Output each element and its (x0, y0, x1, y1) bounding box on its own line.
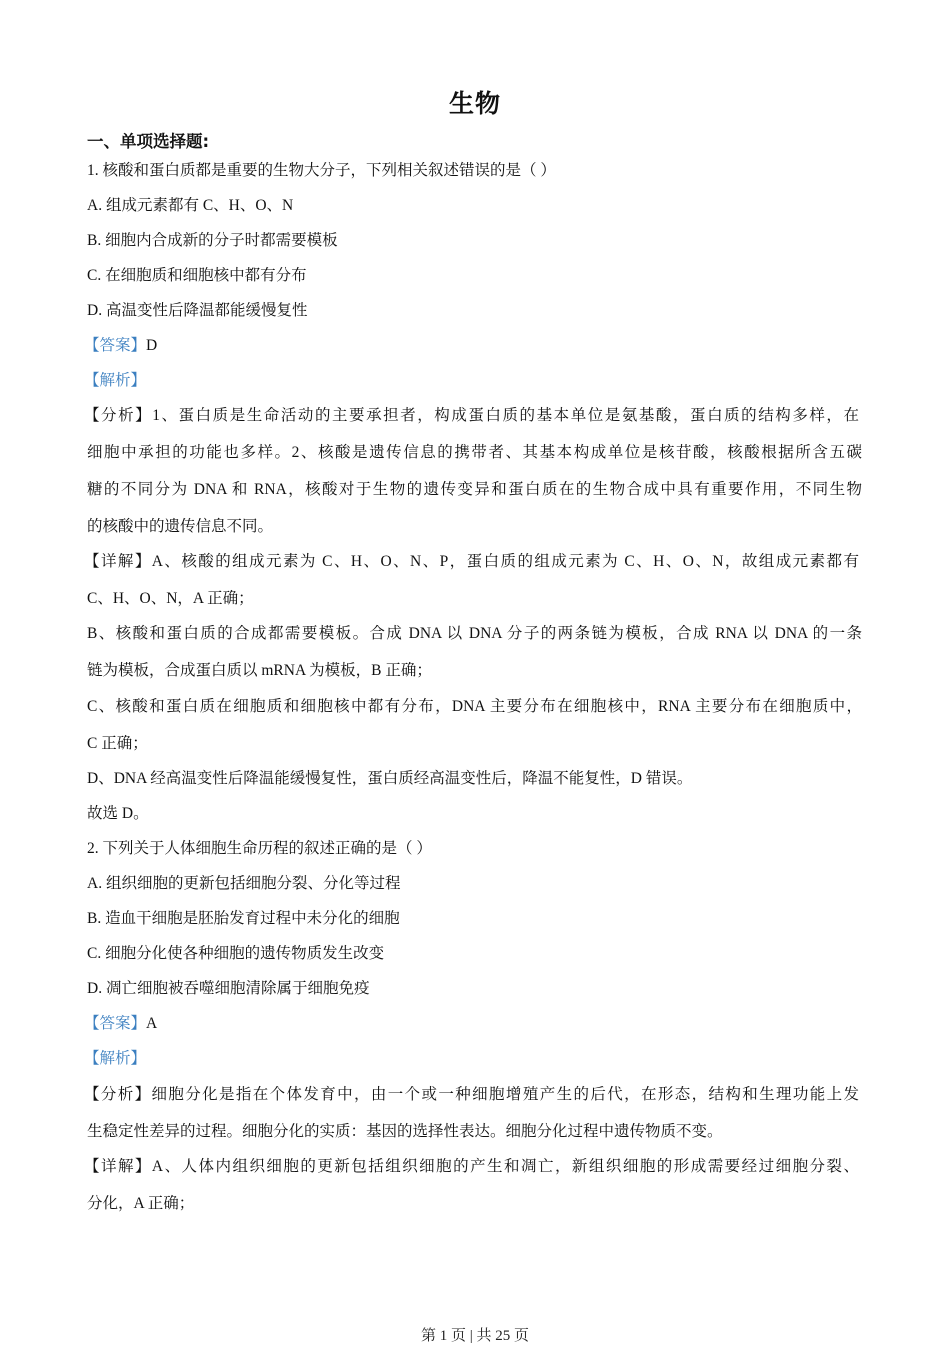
question-2-option-d: D. 凋亡细胞被吞噬细胞清除属于细胞免疫 (87, 980, 370, 997)
question-2-option-b: B. 造血干细胞是胚胎发育过程中未分化的细胞 (87, 910, 400, 927)
question-2-xiangjie-line-1: 【详解】A、人体内组织细胞的更新包括组织细胞的产生和凋亡，新组织细胞的形成需要经过细胞分裂、 (84, 1158, 859, 1175)
question-2-option-c: C. 细胞分化使各种细胞的遗传物质发生改变 (87, 945, 385, 962)
question-1-answer (84, 336, 864, 356)
question-1-stem: 1. 核酸和蛋白质都是重要的生物大分子，下列相关叙述错误的是（ ） (87, 162, 556, 179)
answer-value: D (146, 337, 158, 354)
question-1-xiangjie-line-2: C、H、O、N，A 正确； (87, 590, 254, 607)
question-1-conclusion: 故选 D。 (87, 805, 149, 822)
question-1-fenxi-line-3: 糖的不同分为 DNA 和 RNA，核酸对于生物的遗传变异和蛋白质在的生物合成中具有重要作用，不同生物 (87, 481, 862, 498)
answer-label: 【答案】 (84, 1015, 147, 1032)
question-1-analysis-label: 【解析】 (84, 372, 147, 389)
page-title: 生物 (448, 89, 501, 118)
question-2-analysis-label: 【解析】 (84, 1050, 147, 1067)
question-1-xiangjie-line-7: D、DNA 经高温变性后降温能缓慢复性，蛋白质经高温变性后，降温不能复性，D 错误。 (87, 770, 693, 787)
question-1-fenxi-line-1: 【分析】1、蛋白质是生命活动的主要承担者，构成蛋白质的基本单位是氨基酸，蛋白质的结构多样，在 (84, 407, 859, 424)
question-1-option-a: A. 组成元素都有 C、H、O、N (87, 197, 294, 214)
section-heading: 一、单项选择题: (87, 132, 210, 151)
question-1-option-c: C. 在细胞质和细胞核中都有分布 (87, 267, 307, 284)
question-2-fenxi-line-1: 【分析】细胞分化是指在个体发育中，由一个或一种细胞增殖产生的后代，在形态，结构和生理功能上发 (84, 1086, 859, 1103)
fenxi-label: 【分析】 (84, 1086, 152, 1103)
question-1-xiangjie-line-1: 【详解】A、核酸的组成元素为 C、H、O、N、P，蛋白质的组成元素为 C、H、O、N，故组成元素都有 (84, 553, 859, 570)
question-1-xiangjie-line-4: 链为模板，合成蛋白质以 mRNA 为模板，B 正确； (87, 662, 432, 679)
question-1-option-d: D. 高温变性后降温都能缓慢复性 (87, 302, 308, 319)
xiangjie-label: 【详解】 (84, 553, 152, 570)
question-2-stem: 2. 下列关于人体细胞生命历程的叙述正确的是（ ） (87, 840, 432, 857)
answer-label: 【答案】 (84, 337, 147, 354)
question-2-fenxi-line-2: 生稳定性差异的过程。细胞分化的实质：基因的选择性表达。细胞分化过程中遗传物质不变。 (87, 1123, 723, 1140)
question-2-option-a: A. 组织细胞的更新包括细胞分裂、分化等过程 (87, 875, 401, 892)
question-1-fenxi-line-2: 细胞中承担的功能也多样。2、核酸是遗传信息的携带者、其基本构成单位是核苷酸，核酸根据所含五碳 (87, 444, 862, 461)
xiangjie-label: 【详解】 (84, 1158, 152, 1175)
question-1-xiangjie-line-6: C 正确； (87, 735, 148, 752)
question-1-xiangjie-line-3: B、核酸和蛋白质的合成都需要模板。合成 DNA 以 DNA 分子的两条链为模板，合成 RNA 以 DNA 的一条 (87, 625, 862, 642)
answer-value: A (146, 1015, 158, 1032)
fenxi-label: 【分析】 (84, 407, 153, 424)
page-footer: 第 1 页 | 共 25 页 (420, 1328, 529, 1344)
question-1-option-b: B. 细胞内合成新的分子时都需要模板 (87, 232, 338, 249)
question-1-xiangjie-line-5: C、核酸和蛋白质在细胞质和细胞核中都有分布，DNA 主要分布在细胞核中，RNA 主要分布在细胞质中， (87, 698, 862, 715)
question-2-xiangjie-line-2: 分化，A 正确； (87, 1195, 195, 1212)
question-2-answer (84, 1014, 864, 1034)
question-1-fenxi-line-4: 的核酸中的遗传信息不同。 (87, 518, 274, 535)
